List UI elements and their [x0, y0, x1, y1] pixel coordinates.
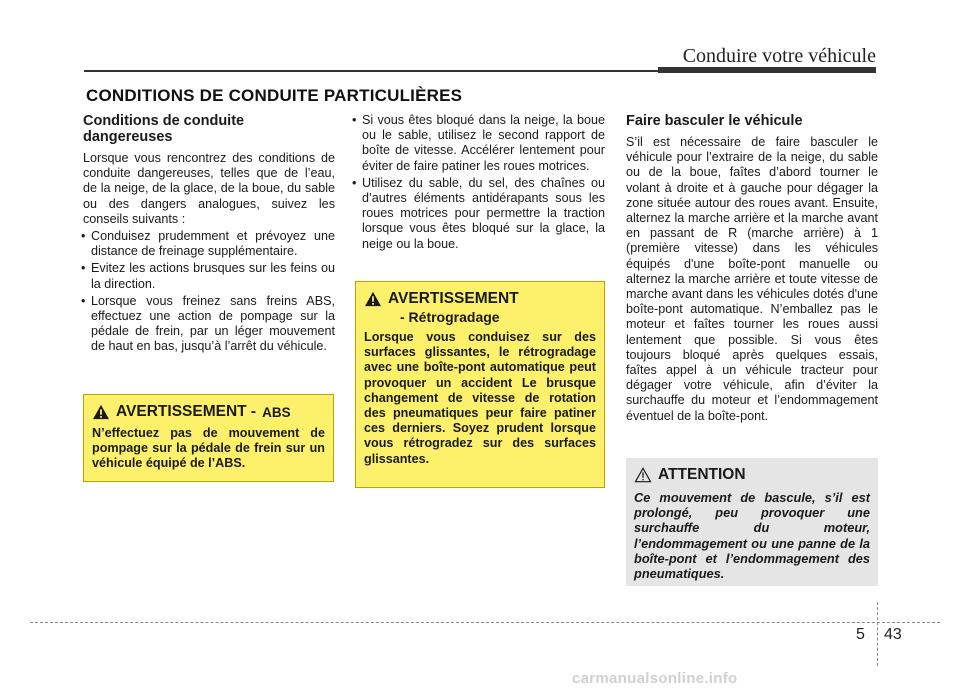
list-item: • Conduisez prudemment et prévoyez une distance de freinage supplémentaire. — [83, 229, 335, 259]
footer-page-separator — [877, 602, 878, 666]
page-number: 43 — [884, 626, 902, 643]
header-rule-accent — [658, 67, 876, 73]
header-rule — [84, 70, 658, 72]
list-item: • Si vous êtes bloqué dans la neige, la boue ou le sable, utilisez le second rapport de boîte de vitesse. Accélérer lentement pour éviter de faire patiner les roues motrices. — [354, 113, 605, 174]
caution-body: Ce mouvement de bascule, s’il est prolongé, peu provoquer une surchauffe du moteur, l’endommagement ou une panne de la boîte-pont et l’endommagement des pneumatiques. — [634, 490, 870, 582]
bullet-list-left — [83, 229, 335, 355]
warning-body: Lorsque vous conduisez sur des surfaces glissantes, le rétrogradage avec une boîte-pont automatique peut provoquer un accident Le brusque changement de vitesse de rotation des pneumatiques peur faire patiner ces derniers. Soyez prudent lorsque vous rétrogradez sur des surfaces glissantes. — [364, 330, 596, 466]
subhead-dangerous-conditions: Conditions de conduite dangereuses — [83, 113, 245, 145]
warning-body: N’effectuez pas de mouvement de pompage sur la pédale de frein sur un véhicule équipé de l’ABS. — [92, 426, 325, 471]
column-right — [626, 113, 878, 424]
warning-triangle-icon — [92, 404, 110, 420]
warning-title-suffix: ABS — [262, 404, 291, 420]
warning-subtitle: - Rétrogradage — [400, 309, 500, 325]
caution-title-row — [634, 466, 870, 484]
column-left — [83, 113, 335, 355]
list-item: • Evitez les actions brusques sur les feins ou la direction. — [83, 261, 335, 291]
warning-title: AVERTISSEMENT — [388, 290, 519, 307]
subhead-rocking-vehicle: Faire basculer le véhicule — [626, 113, 803, 129]
warning-title-row — [92, 403, 325, 421]
caution-triangle-icon — [634, 467, 652, 483]
list-item: • Utilisez du sable, du sel, des chaînes ou d’autres éléments antidérapants sous les roues motrices pour permettre la traction lorsque vous êtes bloqué sur la glace, la neige ou la boue. — [354, 176, 605, 252]
watermark: carmanualsonline.info — [572, 670, 738, 687]
caution-title: ATTENTION — [658, 466, 746, 483]
column-middle — [354, 113, 605, 252]
list-item: • Lorsque vous freinez sans freins ABS, effectuez une action de pompage sur la pédale de frein, par un léger mouvement de haut en bas, jusqu’à l’arrêt du véhicule. — [83, 294, 335, 355]
warning-title-row — [364, 290, 596, 308]
warning-box-abs — [83, 394, 334, 482]
caution-box — [626, 458, 878, 586]
warning-triangle-icon — [364, 291, 382, 307]
warning-title: AVERTISSEMENT - — [116, 403, 257, 420]
warning-box-downshift — [355, 281, 605, 488]
chapter-number: 5 — [856, 626, 865, 643]
section-title: CONDITIONS DE CONDUITE PARTICULIÈRES — [86, 86, 463, 105]
rocking-paragraph: S’il est nécessaire de faire basculer le véhicule pour l’extraire de la neige, du sable ou de la boue, faîtes d’abord tourner le volant à droite et à gauche pour dégager la zone située autour des roues avant. Ensuite, alternez la marche arrière et la marche avant en passant de R (marche arrière) à 1 (première vitesse) dans les véhicules équipés d'une boîte-pont manuelle ou alternez la marche arrière et toute vitesse de marche avant dans les véhicules dotés d'une boîte-pont automatique. N’emballez pas le moteur et faîtes tourner les roues aussi lentement que possible. Si vous êtes toujours bloqué après quelques essais, faîtes appel à un véhicule tracteur pour dégager votre véhicule, afin d’éviter la surchauffe du moteur et l’endommagement éventuel de la boîte-pont. — [626, 135, 878, 423]
footer-divider — [30, 622, 940, 623]
page-header-title: Conduire votre véhicule — [682, 45, 876, 67]
intro-paragraph: Lorsque vous rencontrez des conditions de conduite dangereuses, telles que de l’eau, de la neige, de la glace, de la boue, du sable ou des dangers analogues, suivez les conseils suivants : — [83, 151, 335, 226]
bullet-list-middle — [354, 113, 605, 252]
